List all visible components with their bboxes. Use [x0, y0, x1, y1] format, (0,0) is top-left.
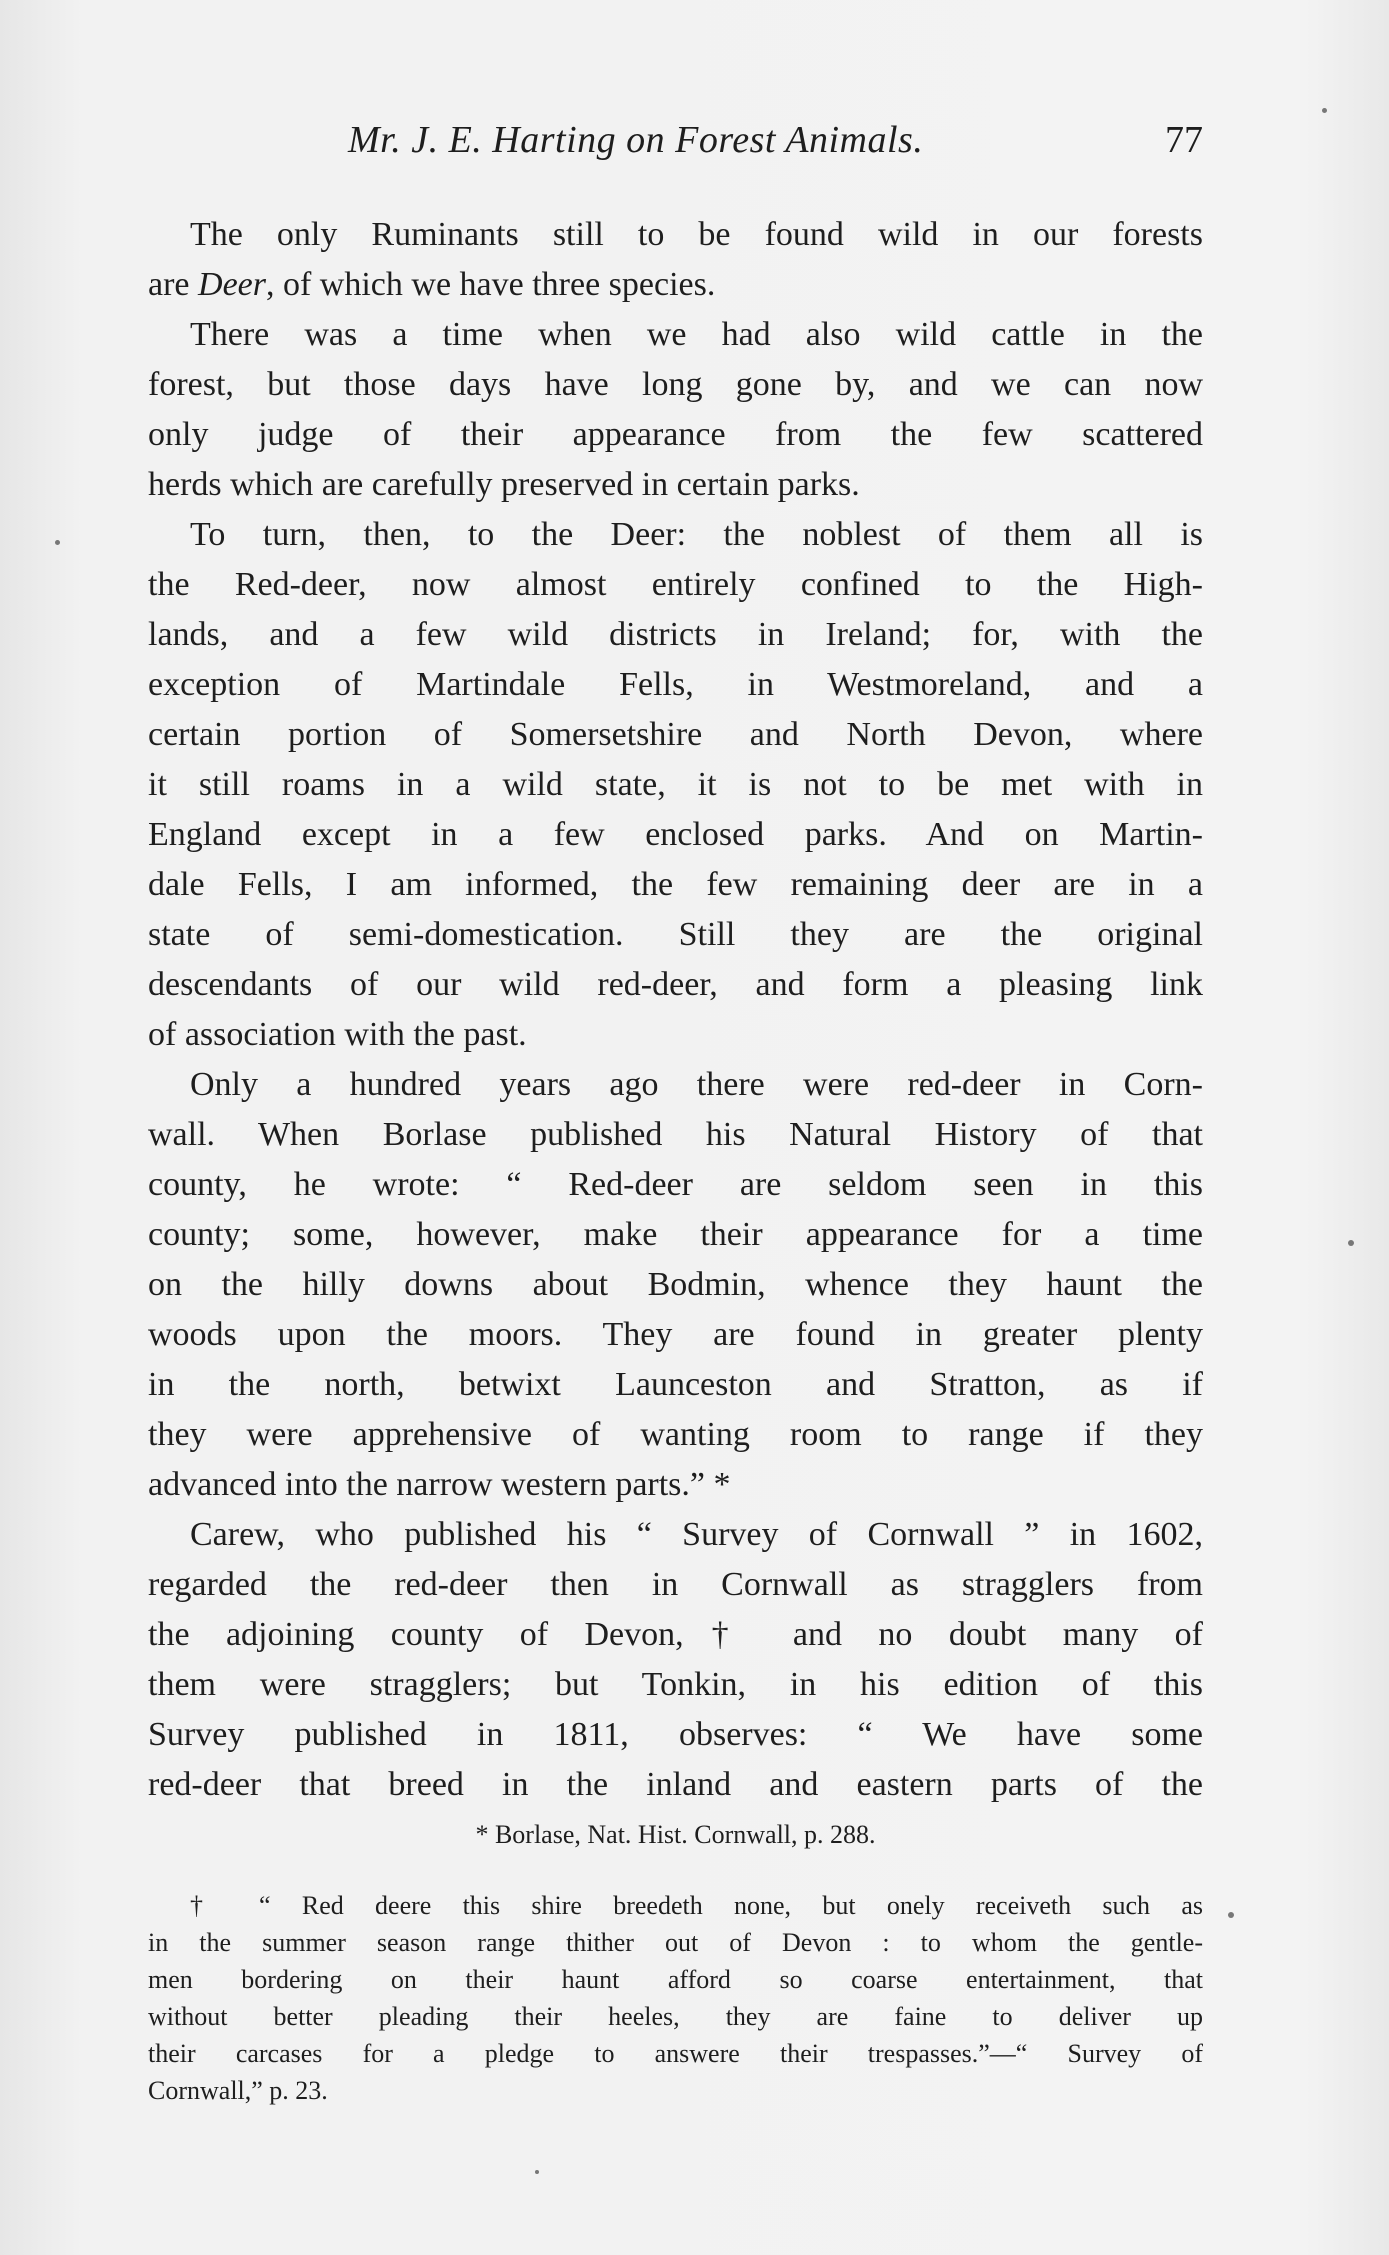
text-line: dale Fells, I am informed, the few remaining deer are in a — [148, 866, 1203, 903]
footnote-line: * Borlase, Nat. Hist. Cornwall, p. 288. — [475, 1820, 876, 1849]
text-line: exception of Martindale Fells, in Westmoreland, and a — [148, 666, 1203, 703]
text-line: of association with the past. — [148, 1016, 527, 1053]
text-line: wall. When Borlase published his Natural History of that — [148, 1116, 1203, 1153]
footnote-line: † “ Red deere this shire breedeth none, but onely receiveth such as — [190, 1891, 1203, 1920]
page-number: 77 — [1165, 119, 1203, 161]
text-line: the adjoining county of Devon,† and no doubt many of — [148, 1616, 1203, 1653]
text-line: woods upon the moors. They are found in greater plenty — [148, 1316, 1203, 1353]
scan-speck — [1348, 1240, 1354, 1246]
footnote-line: Cornwall,” p. 23. — [148, 2076, 328, 2105]
text-line: certain portion of Somersetshire and North Devon, where — [148, 716, 1203, 753]
scan-speck — [1228, 1912, 1234, 1918]
footnote-line: men bordering on their haunt afford so coarse entertainment, that — [148, 1965, 1203, 1994]
footnote-line: their carcases for a pledge to answere their trespasses.”—“ Survey of — [148, 2039, 1203, 2068]
text-line: forest, but those days have long gone by, and we can now — [148, 366, 1203, 403]
text-line: county; some, however, make their appearance for a time — [148, 1216, 1203, 1253]
text-line: state of semi-domestication. Still they are the original — [148, 916, 1203, 953]
text-line: red-deer that breed in the inland and eastern parts of the — [148, 1766, 1203, 1803]
text-line: are Deer, of which we have three species. — [148, 266, 716, 303]
running-head: Mr. J. E. Harting on Forest Animals. — [348, 119, 924, 161]
footnote-line: in the summer season range thither out of Devon : to whom the gentle- — [148, 1928, 1203, 1957]
text-line: them were stragglers; but Tonkin, in his edition of this — [148, 1666, 1203, 1703]
footnote-line: without better pleading their heeles, they are faine to deliver up — [148, 2002, 1203, 2031]
text-line: descendants of our wild red-deer, and form a pleasing link — [148, 966, 1203, 1003]
text-line: Survey published in 1811, observes: “ We have some — [148, 1716, 1203, 1753]
text-line: herds which are carefully preserved in certain parks. — [148, 466, 860, 503]
text-line: only judge of their appearance from the few scattered — [148, 416, 1203, 453]
footnotes — [148, 1816, 1203, 2109]
text-line: The only Ruminants still to be found wild in our forests — [190, 216, 1203, 253]
text-line: county, he wrote: “ Red-deer are seldom seen in this — [148, 1166, 1203, 1203]
scan-speck — [1322, 108, 1327, 113]
page-header — [148, 118, 1203, 178]
text-line: on the hilly downs about Bodmin, whence they haunt the — [148, 1266, 1203, 1303]
text-line: they were apprehensive of wanting room to range if they — [148, 1416, 1203, 1453]
text-line: advanced into the narrow western parts.” * — [148, 1466, 731, 1503]
body-text — [148, 210, 1203, 1810]
text-line: it still roams in a wild state, it is not to be met with in — [148, 766, 1203, 803]
text-line: There was a time when we had also wild cattle in the — [190, 316, 1203, 353]
text-line: To turn, then, to the Deer: the noblest of them all is — [190, 516, 1203, 553]
text-line: lands, and a few wild districts in Ireland; for, with the — [148, 616, 1203, 653]
text-line: England except in a few enclosed parks. And on Martin- — [148, 816, 1203, 853]
text-line: regarded the red-deer then in Cornwall as stragglers from — [148, 1566, 1203, 1603]
scan-speck — [55, 540, 60, 545]
text-line: Carew, who published his “ Survey of Cornwall ” in 1602, — [190, 1516, 1203, 1553]
text-line: Only a hundred years ago there were red-deer in Corn- — [190, 1066, 1203, 1103]
scan-speck — [535, 2170, 539, 2174]
text-line: in the north, betwixt Launceston and Stratton, as if — [148, 1366, 1203, 1403]
text-line: the Red-deer, now almost entirely confined to the High- — [148, 566, 1203, 603]
